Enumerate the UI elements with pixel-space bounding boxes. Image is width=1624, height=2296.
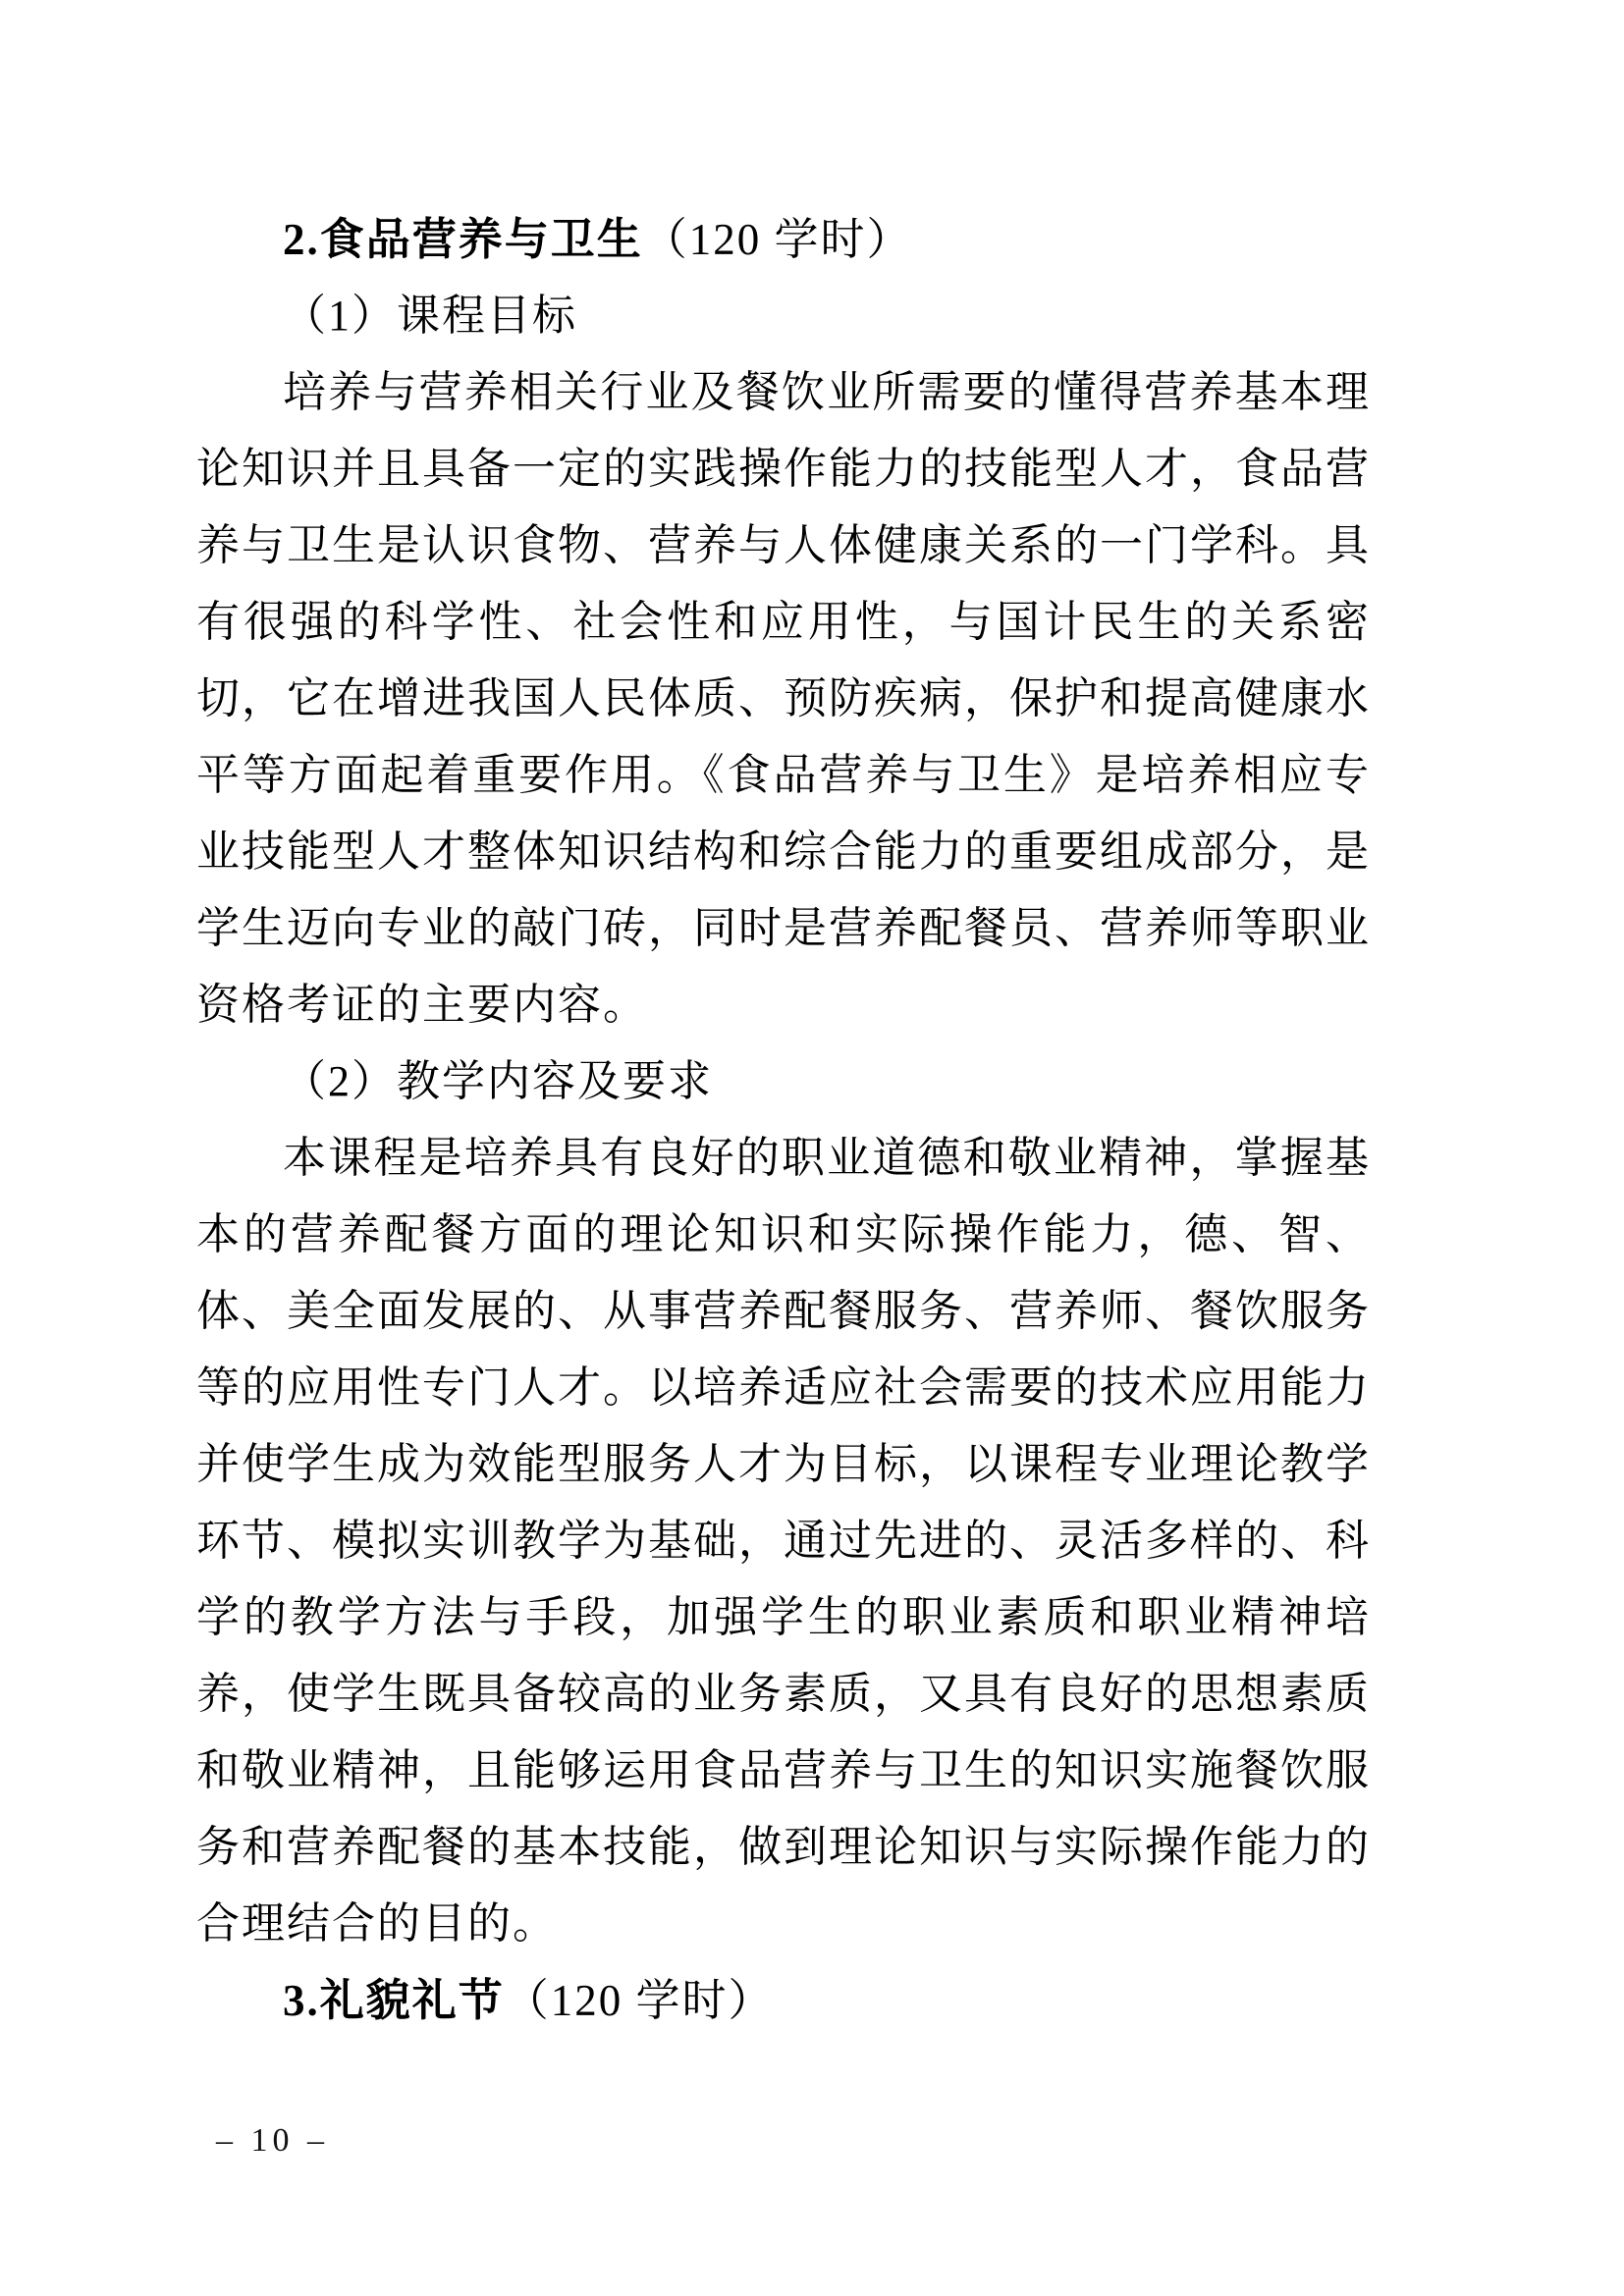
section-heading-3-title: 3.礼貌礼节 (283, 1976, 505, 2025)
section-heading-2 (196, 201, 1371, 278)
course-goal-paragraph: 培养与营养相关行业及餐饮业所需要的懂得营养基本理论知识并且具备一定的实践操作能力的技能型人才，食品营养与卫生是认识食物、营养与人体健康关系的一门学科。具有很强的科学性、社会性和应用性，与国计民生的关系密切，它在增进我国人民体质、预防疾病，保护和提高健康水平等方面起着重要作用。《食品营养与卫生》是培养相应专业技能型人才整体知识结构和综合能力的重要组成部分，是学生迈向专业的敲门砖，同时是营养配餐员、营养师等职业资格考证的主要内容。 (196, 368, 1371, 1029)
section-heading-3 (196, 1962, 1371, 2039)
section-heading-3-hours: （120 学时） (504, 1976, 775, 2025)
page-number: – 10 – (216, 2122, 329, 2159)
subsection-2-label: （2）教学内容及要求 (283, 1057, 713, 1105)
section-heading-2-title: 2.食品营养与卫生 (283, 215, 643, 264)
teaching-content-paragraph: 本课程是培养具有良好的职业道德和敬业精神，掌握基本的营养配餐方面的理论知识和实际操作能力，德、智、体、美全面发展的、从事营养配餐服务、营养师、餐饮服务等的应用性专门人才。以培养适应社会需要的技术应用能力并使学生成为效能型服务人才为目标，以课程专业理论教学环节、模拟实训教学为基础，通过先进的、灵活多样的、科学的教学方法与手段，加强学生的职业素质和职业精神培养，使学生既具备较高的业务素质，又具有良好的思想素质和敬业精神，且能够运用食品营养与卫生的知识实施餐饮服务和营养配餐的基本技能，做到理论知识与实际操作能力的合理结合的目的。 (196, 1134, 1371, 1948)
section-heading-2-hours: （120 学时） (642, 215, 913, 264)
page-content (196, 201, 1371, 2039)
subsection-1-label: （1）课程目标 (283, 292, 577, 340)
